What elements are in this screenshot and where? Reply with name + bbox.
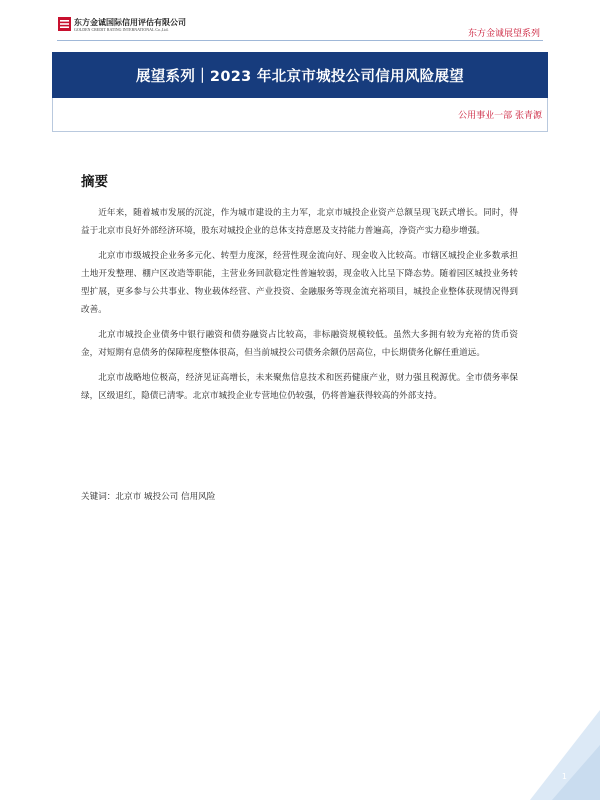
keywords-line: 关键词：北京市 城投公司 信用风险	[81, 492, 216, 502]
company-logo	[58, 17, 186, 32]
header-divider	[57, 40, 543, 41]
title-band	[52, 52, 548, 98]
abstract-paragraph: 北京市战略地位极高，经济见证高增长，未来聚焦信息技术和医药健康产业，财力强且税源优。全市债务率保绿，区级退红，隐债已清零。北京市城投企业专营地位仍较强，仍将普遍获得较高的外部支持。	[81, 373, 518, 401]
abstract-paragraph: 近年来，随着城市发展的沉淀，作为城市建设的主力军，北京市城投企业资产总额呈现飞跃式增长。同时，得益于北京市良好外部经济环境，股东对城投企业的总体支持意愿及支持能力普遍高，净资产实力稳步增强。	[81, 208, 518, 236]
abstract-paragraph: 北京市市级城投企业务多元化、转型力度深，经营性现金流向好、现金收入比较高。市辖区城投企业多数承担土地开发整理、棚户区改造等职能，主营业务回款稳定性普遍较弱，现金收入比呈下降态势。随着园区城投业务转型扩展，更多参与公共事业、物业载体经营、产业投资、金融服务等现金流充裕项目，城投企业整体获现情况得到改善。	[81, 251, 518, 315]
logo-mark-icon	[58, 17, 71, 31]
abstract-paragraph: 北京市城投企业债务中银行融资和债券融资占比较高，非标融资规模较低。虽然大多拥有较为充裕的货币资金，对短期有息债务的保障程度整体很高，但当前城投公司债务余额仍居高位，中长期债务化解任重道远。	[81, 330, 518, 358]
company-name-en: GOLDEN CREDIT RATING INTERNATIONAL Co.,Ltd.	[74, 27, 169, 32]
corner-decoration	[530, 710, 600, 800]
abstract-section	[81, 170, 518, 412]
page-number: 1	[561, 772, 567, 781]
author-line: 公用事业一部 张青源	[458, 111, 542, 121]
company-name-cn: 东方金诚国际信用评估有限公司	[74, 17, 186, 27]
abstract-heading: 摘要	[81, 174, 108, 190]
series-label: 东方金诚展望系列	[467, 29, 540, 39]
report-title: 展望系列｜2023 年北京市城投公司信用风险展望	[135, 68, 465, 85]
